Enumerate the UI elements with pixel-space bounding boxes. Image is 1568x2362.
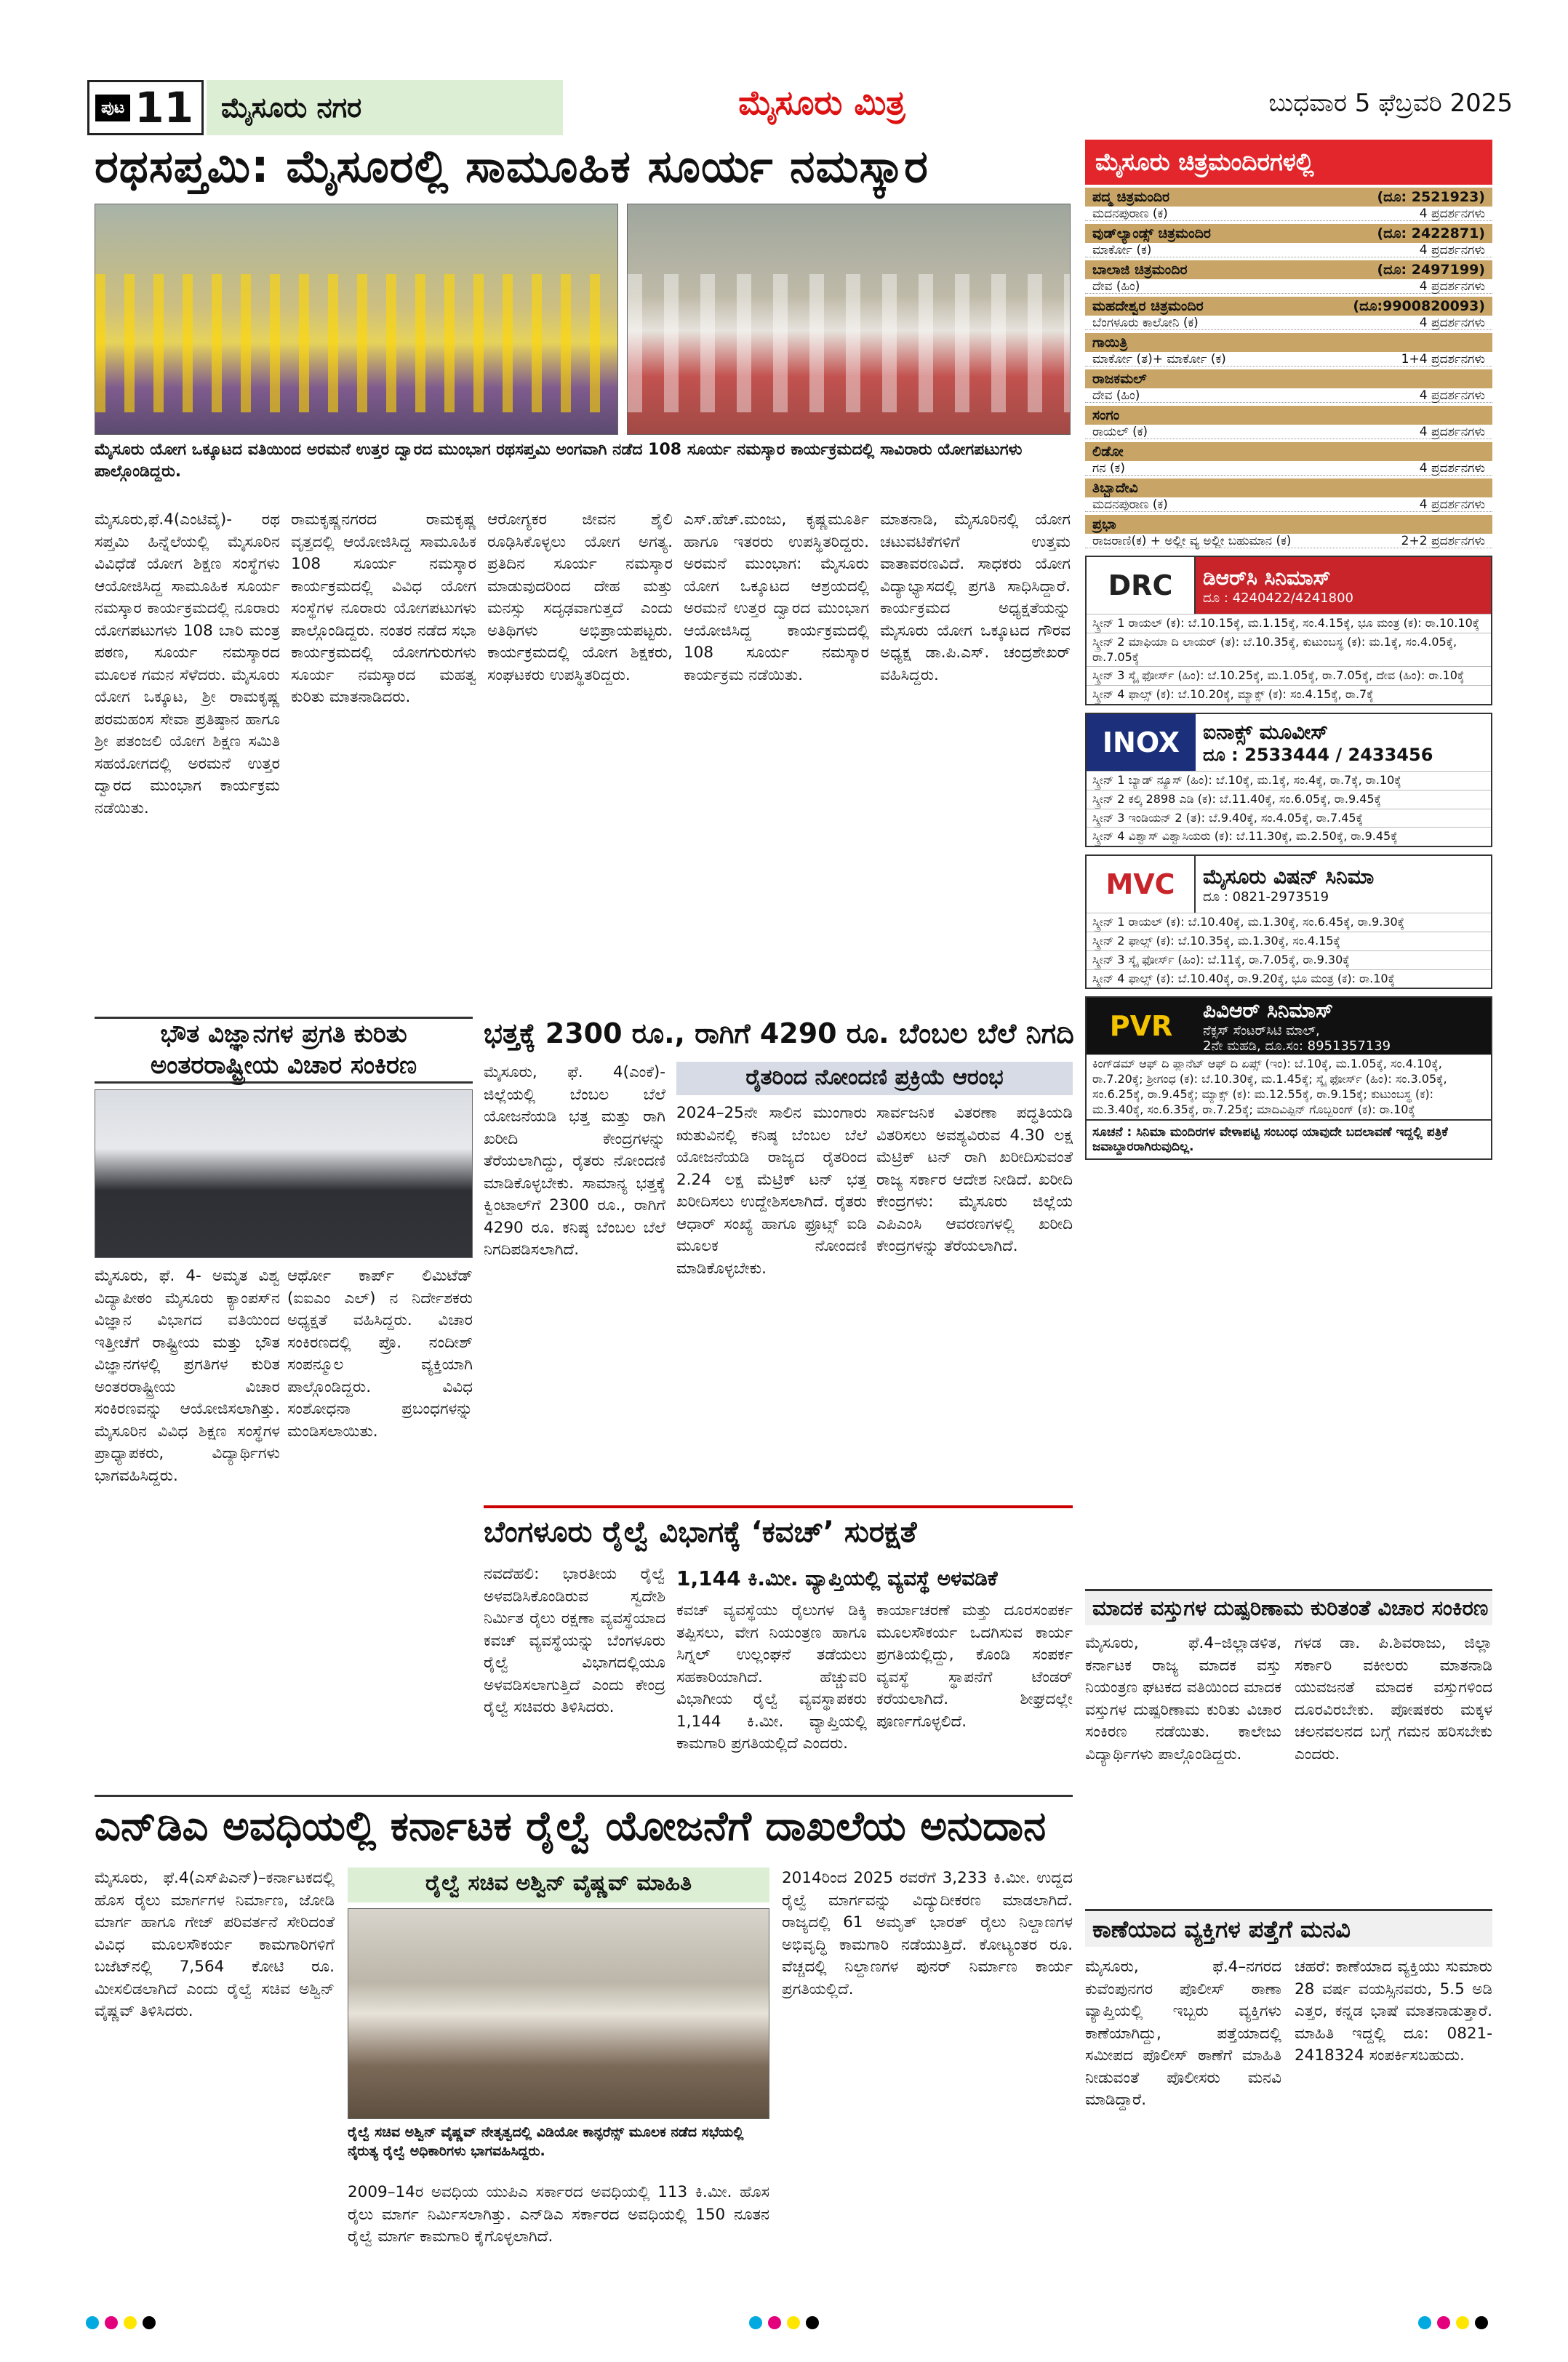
- theatre-name-row: [1085, 188, 1492, 207]
- paddy-subhead-banner: ರೈತರಿಂದ ನೋಂದಣಿ ಪ್ರಕ್ರಿಯೆ ಆರಂಭ: [676, 1062, 1073, 1095]
- mvc-logo: MVC: [1087, 856, 1196, 913]
- drugs-body-col-2: ಗಳಡ ಡಾ. ಪಿ.ಶಿವರಾಜು, ಜಿಲ್ಲಾ ಸರ್ಕಾರಿ ವಕೀಲರು ಮಾತನಾಡಿ ಯುವಜನತೆ ಮಾದಕ ವಸ್ತುಗಳಿಂದ ದೂರವಿರಬೇಕು. ಪೋಷಕರು ಮಕ್ಕಳ ಚಲನವಲನದ ಬಗ್ಗೆ ಗಮನ ಹರಿಸಬೇಕು ಎಂದರು.: [1295, 1634, 1492, 1764]
- theatre-name: ಸಂಗಂ: [1092, 407, 1120, 423]
- paddy-body-col-3: ಸಾರ್ವಜನಿಕ ವಿತರಣಾ ಪದ್ಧತಿಯಡಿ ವಿತರಿಸಲು ಅವಶ್ಯವಿರುವ 4.30 ಲಕ್ಷ ಮೆಟ್ರಿಕ್ ಟನ್ ರಾಗಿ ಖರೀದಿಸುವಂತೆ ರಾಜ್ಯ ಸರ್ಕಾರ ಆದೇಶ ನೀಡಿದೆ. ಖರೀದಿ ಕೇಂದ್ರಗಳು: ಮೈಸೂರು ಜಿಲ್ಲೆಯ ಎಪಿಎಂಸಿ ಆವರಣಗಳಲ್ಲಿ ಖರೀದಿ ಕೇಂದ್ರಗಳನ್ನು ತೆರೆಯಲಾಗಿದೆ.: [876, 1104, 1073, 1256]
- page-number-badge: [87, 80, 204, 135]
- theatre-movie-row: [1085, 279, 1492, 294]
- physics-photo: [95, 1089, 473, 1258]
- mvc-phone: ದೂ : 0821-2973519: [1203, 889, 1329, 905]
- pvr-phone: 2ನೇ ಮಹಡಿ, ದೂ.ಸಂ: 8951357139: [1203, 1038, 1391, 1054]
- kavach-subhead: 1,144 ಕಿ.ಮೀ. ವ್ಯಾಪ್ತಿಯಲ್ಲಿ ವ್ಯವಸ್ಥೆ ಅಳವಡಿಕೆ: [676, 1564, 1073, 1594]
- theatre-movie-row: [1085, 534, 1492, 548]
- kavach-body-col-1: ನವದೆಹಲಿ: ಭಾರತೀಯ ರೈಲ್ವೆ ಅಳವಡಿಸಿಕೊಂಡಿರುವ ಸ್ವದೇಶಿ ನಿರ್ಮಿತ ರೈಲು ರಕ್ಷಣಾ ವ್ಯವಸ್ಥೆಯಾದ ಕವಚ್ ವ್ಯವಸ್ಥೆಯನ್ನು ಬೆಂಗಳೂರು ರೈಲ್ವೆ ವಿಭಾಗದಲ್ಲಿಯೂ ಅಳವಡಿಸಲಾಗುತ್ತಿದೆ ಎಂದು ಕೇಂದ್ರ ರೈಲ್ವೆ ಸಚಿವರು ತಿಳಿಸಿದರು.: [484, 1565, 665, 1717]
- theatre-name-row: [1085, 442, 1492, 461]
- show-count: 4 ಪ್ರದರ್ಶನಗಳು: [1419, 243, 1485, 257]
- movie-title: ದೇವ (ಹಿಂ): [1092, 388, 1140, 403]
- inox-box: [1085, 713, 1492, 847]
- physics-headline: ಭೌತ ವಿಜ್ಞಾನಗಳ ಪ್ರಗತಿ ಕುರಿತು ಅಂತರರಾಷ್ಟ್ರೀಯ ವಿಚಾರ ಸಂಕಿರಣ: [95, 1017, 473, 1084]
- drc-cinemas-box: [1085, 556, 1492, 705]
- movie-title: ಬೆಂಗಳೂರು ಕಾಲೋನಿ (ಕ): [1092, 316, 1199, 330]
- screen-showtimes: ಸ್ಕ್ರೀನ್ 4 ಫಾಲ್ಸ್ (ಕ): ಬೆ.10.20ಕ್ಕೆ, ಮ್ಯಾಕ್ಸ್ (ಕ): ಸಂ.4.15ಕ್ಕೆ, ರಾ.7ಕ್ಕೆ: [1087, 685, 1491, 704]
- masthead: [87, 80, 1513, 135]
- lead-body-col-3: ಆರೋಗ್ಯಕರ ಜೀವನ ಶೈಲಿ ರೂಢಿಸಿಕೊಳ್ಳಲು ಯೋಗ ಅಗತ್ಯ. ಪ್ರತಿದಿನ ಸೂರ್ಯ ನಮಸ್ಕಾರ ಮಾಡುವುದರಿಂದ ದೇಹ ಮತ್ತು ಮನಸ್ಸು ಸದೃಢವಾಗುತ್ತದೆ ಎಂದು ಅತಿಥಿಗಳು ಅಭಿಪ್ರಾಯಪಟ್ಟರು. ಕಾರ್ಯಕ್ರಮದಲ್ಲಿ ಯೋಗ ಶಿಕ್ಷಕರು, ಸಂಘಟಕರು ಉಪಸ್ಥಿತರಿದ್ದರು.: [487, 511, 673, 684]
- drc-logo: DRC: [1087, 557, 1196, 614]
- drc-phone: ದೂ : 4240422/4241800: [1203, 590, 1354, 606]
- lead-headline: ರಥಸಪ್ತಮಿ: ಮೈಸೂರಲ್ಲಿ ಸಾಮೂಹಿಕ ಸೂರ್ಯ ನಮಸ್ಕಾರ: [95, 140, 929, 193]
- page-word: ಪುಟ: [95, 95, 130, 121]
- theatre-phone: (ದೂ: 2497199): [1377, 262, 1485, 278]
- screen-showtimes: ಸ್ಕ್ರೀನ್ 3 ಇಂಡಿಯನ್ 2 (ತ): ಬೆ.9.40ಕ್ಕೆ, ಸಂ.4.05ಕ್ಕೆ, ರಾ.7.45ಕ್ಕೆ: [1087, 809, 1491, 828]
- movie-title: ಮದನಪುರಾಣ (ಕ): [1092, 497, 1168, 512]
- movie-title: ಮಾರ್ಕೋ (ತ)+ ಮಾರ್ಕೋ (ಕ): [1092, 352, 1226, 367]
- lead-body-col-1: ಮೈಸೂರು,ಫೆ.4(ಎಂ‌ಟಿವೈ)- ರಥ ಸಪ್ತಮಿ ಹಿನ್ನೆಲೆಯಲ್ಲಿ ಮೈಸೂರಿನ ವಿವಿಧೆಡೆ ಯೋಗ ಶಿಕ್ಷಣ ಸಂಸ್ಥೆಗಳು ಆಯೋಜಿಸಿದ್ದ ಸಾಮೂಹಿಕ ಸೂರ್ಯ ನಮಸ್ಕಾರ ಕಾರ್ಯಕ್ರಮದಲ್ಲಿ ನೂರಾರು ಯೋಗಪಟುಗಳು 108 ಬಾರಿ ಮಂತ್ರ ಪಠಣ, ಸೂರ್ಯ ನಮಸ್ಕಾರದ ಮೂಲಕ ಗಮನ ಸೆಳೆದರು. ಮೈಸೂರು ಯೋಗ ಒಕ್ಕೂಟ, ಶ್ರೀ ರಾಮಕೃಷ್ಣ ಪರಮಹಂಸ ಸೇವಾ ಪ್ರತಿಷ್ಠಾನ ಹಾಗೂ ಶ್ರೀ ಪತಂಜಲಿ ಯೋಗ ಶಿಕ್ಷಣ ಸಮಿತಿ ಸಹಯೋಗದಲ್ಲಿ ಅರಮನೆ ಉತ್ತರ ದ್ವಾರದ ಮುಂಭಾಗ ಕಾರ್ಯಕ್ರಮ ನಡೆಯಿತು.: [95, 511, 280, 817]
- theatre-movie-row: [1085, 388, 1492, 403]
- newspaper-logo: ಮೈಸೂರು ಮಿತ್ರ: [738, 83, 905, 122]
- show-count: 2+2 ಪ್ರದರ್ಶನಗಳು: [1401, 534, 1485, 548]
- theatre-name: ಬಾಲಾಜಿ ಚಿತ್ರಮಂದಿರ: [1092, 262, 1188, 278]
- pvr-title: ಪಿವಿಆರ್ ಸಿನಿಮಾಸ್: [1203, 998, 1334, 1023]
- lead-body-col-5: ಮಾತನಾಡಿ, ಮೈಸೂರಿನಲ್ಲಿ ಯೋಗ ಚಟುವಟಿಕೆಗಳಿಗೆ ಉತ್ತಮ ವಾತಾವರಣವಿದೆ. ಸಾಧಕರು ಯೋಗ ವಿದ್ಯಾಭ್ಯಾಸದಲ್ಲಿ ಪ್ರಗತಿ ಸಾಧಿಸಿದ್ದಾರೆ. ಕಾರ್ಯಕ್ರಮದ ಅಧ್ಯಕ್ಷತೆಯನ್ನು ಮೈಸೂರು ಯೋಗ ಒಕ್ಕೂಟದ ಗೌರವ ಅಧ್ಯಕ್ಷ ಡಾ.ಪಿ.ಎಸ್. ಚಂದ್ರಶೇಖರ್ ವಹಿಸಿದ್ದರು.: [880, 511, 1071, 684]
- screen-showtimes: ಸ್ಕ್ರೀನ್ 3 ಸ್ಕೈ ಫೋರ್ಸ್ (ಹಿಂ): ಬೆ.10.25ಕ್ಕೆ, ಮ.1.05ಕ್ಕೆ, ರಾ.7.05ಕ್ಕೆ, ದೇವ (ಹಿಂ): ರಾ.10ಕ್ಕೆ: [1087, 666, 1491, 685]
- screen-showtimes: ಸ್ಕ್ರೀನ್ 1 ರಾಯಲ್ (ಕ): ಬೆ.10.15ಕ್ಕೆ, ಮ.1.15ಕ್ಕೆ, ಸಂ.4.15ಕ್ಕೆ, ಭೂ ಮಂತ್ರ (ಕ): ರಾ.10.10ಕ್ಕೆ: [1087, 614, 1491, 633]
- theatre-name: ಗಾಯಿತ್ರಿ: [1092, 335, 1128, 351]
- pvr-logo: PVR: [1087, 998, 1196, 1054]
- rail-budget-body-col-2: 2009–14ರ ಅವಧಿಯ ಯುಪಿಎ ಸರ್ಕಾರದ ಅವಧಿಯಲ್ಲಿ 113 ಕಿ.ಮೀ. ಹೊಸ ರೈಲು ಮಾರ್ಗ ನಿರ್ಮಿಸಲಾಗಿತ್ತು. ಎನ್‌ಡಿಎ ಸರ್ಕಾರದ ಅವಧಿಯಲ್ಲಿ 150 ನೂತನ ರೈಲ್ವೆ ಮಾರ್ಗ ಕಾಮಗಾರಿ ಕೈಗೊಳ್ಳಲಾಗಿದೆ.: [348, 2183, 769, 2246]
- theatre-movie-row: [1085, 243, 1492, 257]
- theatre-name: ಲಿಡೋ: [1092, 444, 1124, 460]
- screen-showtimes: ಸ್ಕ್ರೀನ್ 4 ವಿಶ್ವಾಸ್ ವಿಶ್ವಾಸಿಯರು (ಕ): ಬೆ.11.30ಕ್ಕೆ, ಮ.2.50ಕ್ಕೆ, ರಾ.9.45ಕ್ಕೆ: [1087, 827, 1491, 846]
- movie-title: ರಾಜರಾಣಿ(ಕ) + ಅಲ್ಲೀ ವ್ಯ ಅಲ್ಲೀ ಬಹುಮಾನ (ಕ): [1092, 534, 1292, 548]
- theatre-phone: (ದೂ: 2422871): [1377, 225, 1485, 241]
- paddy-body-col-1: ಮೈಸೂರು, ಫೆ. 4(ಎಂಕೆ)- ಜಿಲ್ಲೆಯಲ್ಲಿ ಬೆಂಬಲ ಬೆಲೆ ಯೋಜನೆಯಡಿ ಭತ್ತ ಮತ್ತು ರಾಗಿ ಖರೀದಿ ಕೇಂದ್ರಗಳನ್ನು ತೆರೆಯಲಾಗಿದ್ದು, ರೈತರು ನೋಂದಣಿ ಮಾಡಿಕೊಳ್ಳಬೇಕು. ಸಾಮಾನ್ಯ ಭತ್ತಕ್ಕೆ ಕ್ವಿಂಟಾಲ್‌ಗೆ 2300 ರೂ., ರಾಗಿಗೆ 4290 ರೂ. ಕನಿಷ್ಠ ಬೆಂಬಲ ಬೆಲೆ ನಿಗದಿಪಡಿಸಲಾಗಿದೆ.: [484, 1063, 665, 1260]
- drc-title: ಡಿಆರ್‌ಸಿ ಸಿನಿಮಾಸ್: [1203, 565, 1331, 590]
- show-count: 4 ಪ್ರದರ್ಶನಗಳು: [1419, 425, 1485, 439]
- page-number: 11: [135, 83, 193, 132]
- missing-headline: ಕಾಣೆಯಾದ ವ್ಯಕ್ತಿಗಳ ಪತ್ತೆಗೆ ಮನವಿ: [1085, 1909, 1492, 1947]
- screen-showtimes: ಸ್ಕ್ರೀನ್ 1 ಬ್ಯಾಡ್ ನ್ಯೂಸ್ (ಹಿಂ): ಬೆ.10ಕ್ಕೆ, ಮ.1ಕ್ಕೆ, ಸಂ.4ಕ್ಕೆ, ರಾ.7ಕ್ಕೆ, ರಾ.10ಕ್ಕೆ: [1087, 771, 1491, 790]
- theatre-name-row: [1085, 333, 1492, 352]
- cinema-sidebar-title: ಮೈಸೂರು ಚಿತ್ರಮಂದಿರಗಳಲ್ಲಿ: [1085, 140, 1492, 185]
- theatre-movie-row: [1085, 425, 1492, 439]
- movie-title: ಗನ (ಕ): [1092, 461, 1125, 476]
- missing-body-col-1: ಮೈಸೂರು, ಫೆ.4–ನಗರದ ಕುವೆಂಪುನಗರ ಪೊಲೀಸ್ ಠಾಣಾ ವ್ಯಾಪ್ತಿಯಲ್ಲಿ ಇಬ್ಬರು ವ್ಯಕ್ತಿಗಳು ಕಾಣೆಯಾಗಿದ್ದು, ಪತ್ತೆಯಾದಲ್ಲಿ ಸಮೀಪದ ಪೊಲೀಸ್ ಠಾಣೆಗೆ ಮಾಹಿತಿ ನೀಡುವಂತೆ ಪೊಲೀಸರು ಮನವಿ ಮಾಡಿದ್ದಾರೆ.: [1085, 1958, 1281, 2110]
- drugs-body-col-1: ಮೈಸೂರು, ಫೆ.4–ಜಿಲ್ಲಾಡಳಿತ, ಕರ್ನಾಟಕ ರಾಜ್ಯ ಮಾದಕ ವಸ್ತು ನಿಯಂತ್ರಣ ಘಟಕದ ವತಿಯಿಂದ ಮಾದಕ ವಸ್ತುಗಳ ದುಷ್ಪರಿಣಾಮ ಕುರಿತು ವಿಚಾರ ಸಂಕಿರಣ ನಡೆಯಿತು. ಕಾಲೇಜು ವಿದ್ಯಾರ್ಥಿಗಳು ಪಾಲ್ಗೊಂಡಿದ್ದರು.: [1085, 1634, 1281, 1764]
- physics-body-col-1: ಮೈಸೂರು, ಫೆ. 4- ಅಮೃತ ವಿಶ್ವ ವಿದ್ಯಾಪೀಠಂ ಮೈಸೂರು ಕ್ಯಾಂಪಸ್‌ನ ವಿಜ್ಞಾನ ವಿಭಾಗದ ವತಿಯಿಂದ ಇತ್ತೀಚೆಗೆ ರಾಷ್ಟ್ರೀಯ ಮತ್ತು ಭೌತ ವಿಜ್ಞಾನಗಳಲ್ಲಿ ಪ್ರಗತಿಗಳ ಕುರಿತ ಅಂತರರಾಷ್ಟ್ರೀಯ ವಿಚಾರ ಸಂಕಿರಣವನ್ನು ಆಯೋಜಿಸಲಾಗಿತ್ತು. ಮೈಸೂರಿನ ವಿವಿಧ ಶಿಕ್ಷಣ ಸಂಸ್ಥೆಗಳ ಪ್ರಾಧ್ಯಾಪಕರು, ವಿದ್ಯಾರ್ಥಿಗಳು ಭಾಗವಹಿಸಿದ್ದರು.: [95, 1267, 280, 1485]
- lead-body-col-4: ಎಸ್.ಹೆಚ್.ಮಂಜು, ಕೃಷ್ಣಮೂರ್ತಿ ಹಾಗೂ ಇತರರು ಉಪಸ್ಥಿತರಿದ್ದರು. ಅರಮನೆ ಮುಂಭಾಗ: ಮೈಸೂರು ಯೋಗ ಒಕ್ಕೂಟದ ಆಶ್ರಯದಲ್ಲಿ ಅರಮನೆ ಉತ್ತರ ದ್ವಾರದ ಮುಂಭಾಗ ಆಯೋಜಿಸಿದ್ದ ಕಾರ್ಯಕ್ರಮದಲ್ಲಿ 108 ಸೂರ್ಯ ನಮಸ್ಕಾರ ಕಾರ್ಯಕ್ರಮ ನಡೆಯಿತು.: [684, 511, 869, 684]
- kavach-body-col-2: ಕವಚ್ ವ್ಯವಸ್ಥೆಯು ರೈಲುಗಳ ಡಿಕ್ಕಿ ತಪ್ಪಿಸಲು, ವೇಗ ನಿಯಂತ್ರಣ ಹಾಗೂ ಸಿಗ್ನಲ್ ಉಲ್ಲಂಘನೆ ತಡೆಯಲು ಸಹಕಾರಿಯಾಗಿದೆ. ಹೆಚ್ಚುವರಿ ವಿಭಾಗೀಯ ರೈಲ್ವೆ ವ್ಯವಸ್ಥಾಪಕರು 1,144 ಕಿ.ಮೀ. ವ್ಯಾಪ್ತಿಯಲ್ಲಿ ಕಾಮಗಾರಿ ಪ್ರಗತಿಯಲ್ಲಿದೆ ಎಂದರು.: [676, 1601, 867, 1753]
- pvr-showtimes: ಕಿಂಗ್‌ಡಮ್ ಆಫ್ ದಿ ಪ್ಲಾನೆಟ್ ಆಫ್ ದಿ ಏಪ್ಸ್ (ಇಂ): ಬೆ.10ಕ್ಕೆ, ಮ.1.05ಕ್ಕೆ, ಸಂ.4.10ಕ್ಕೆ, ರಾ.7.20ಕ್ಕೆ; ಶ್ರೀಗಂಧ (ಕ): ಬೆ.10.30ಕ್ಕೆ, ಮ.1.45ಕ್ಕೆ; ಸ್ಕೈ ಫೋರ್ಸ್ (ಹಿಂ): ಸಂ.3.05ಕ್ಕೆ, ಸಂ.6.25ಕ್ಕೆ, ರಾ.9.45ಕ್ಕೆ; ಮ್ಯಾಕ್ಸ್ (ಕ): ಮ.12.55ಕ್ಕೆ, ರಾ.9.15ಕ್ಕೆ; ಕುಟುಂಬಸ್ಥ (ಕ): ಮ.3.40ಕ್ಕೆ, ಸಂ.6.35ಕ್ಕೆ, ರಾ.7.25ಕ್ಕೆ; ಮಾದಿವಿಪ್ಪಿನ್ ಗೊಬ್ಬರಿಂಗ್ (ಕ): ರಾ.10ಕ್ಕೆ: [1087, 1054, 1491, 1118]
- pvr-subtitle: ನೆಕ್ಸಸ್ ಸೆಂಟರ್‌ಸಿಟಿ ಮಾಲ್,: [1203, 1023, 1320, 1039]
- screen-showtimes: ಸ್ಕ್ರೀನ್ 3 ಸ್ಕೈ ಫೋರ್ಸ್ (ಹಿಂ): ಬೆ.11ಕ್ಕೆ, ರಾ.7.05ಕ್ಕೆ, ರಾ.9.30ಕ್ಕೆ: [1087, 950, 1491, 969]
- show-count: 4 ಪ್ರದರ್ಶನಗಳು: [1419, 316, 1485, 330]
- show-count: 4 ಪ್ರದರ್ಶನಗಳು: [1419, 461, 1485, 476]
- theatre-name-row: [1085, 479, 1492, 497]
- show-count: 4 ಪ್ರದರ್ಶನಗಳು: [1419, 497, 1485, 512]
- rail-budget-headline: ಎನ್‌ಡಿಎ ಅವಧಿಯಲ್ಲಿ ಕರ್ನಾಟಕ ರೈಲ್ವೆ ಯೋಜನೆಗೆ ದಾಖಲೆಯ ಅನುದಾನ: [95, 1795, 1073, 1859]
- theatre-name: ಪದ್ಮ ಚಿತ್ರಮಂದಿರ: [1092, 189, 1170, 205]
- missing-body-col-2: ಚಹರೆ: ಕಾಣೆಯಾದ ವ್ಯಕ್ತಿಯು ಸುಮಾರು 28 ವರ್ಷ ವಯಸ್ಸಿನವರು, 5.5 ಅಡಿ ಎತ್ತರ, ಕನ್ನಡ ಭಾಷೆ ಮಾತನಾಡುತ್ತಾರೆ. ಮಾಹಿತಿ ಇದ್ದಲ್ಲಿ ದೂ: 0821-2418324 ಸಂಪರ್ಕಿಸಬಹುದು.: [1295, 1958, 1492, 2065]
- mvc-screens: [1087, 913, 1491, 988]
- rail-budget-photo-caption: ರೈಲ್ವೆ ಸಚಿವ ಅಶ್ವಿನ್ ವೈಷ್ಣವ್ ನೇತೃತ್ವದಲ್ಲಿ ವಿಡಿಯೋ ಕಾನ್ಫರೆನ್ಸ್ ಮೂಲಕ ನಡೆದ ಸಭೆಯಲ್ಲಿ ನೈರುತ್ಯ ರೈಲ್ವೆ ಅಧಿಕಾರಿಗಳು ಭಾಗವಹಿಸಿದ್ದರು.: [348, 2124, 744, 2159]
- theatre-movie-row: [1085, 352, 1492, 367]
- kavach-headline: ಬೆಂಗಳೂರು ರೈಲ್ವೆ ವಿಭಾಗಕ್ಕೆ ‘ಕವಚ್’ ಸುರಕ್ಷತೆ: [484, 1505, 1073, 1556]
- paddy-body-col-2: 2024–25ನೇ ಸಾಲಿನ ಮುಂಗಾರು ಋತುವಿನಲ್ಲಿ ಕನಿಷ್ಠ ಬೆಂಬಲ ಬೆಲೆ ಯೋಜನೆಯಡಿ ರಾಜ್ಯದ ರೈತರಿಂದ 2.24 ಲಕ್ಷ ಮೆಟ್ರಿಕ್ ಟನ್ ಭತ್ತ ಖರೀದಿಸಲು ಉದ್ದೇಶಿಸಲಾಗಿದೆ. ರೈತರು ಆಧಾರ್ ಸಂಖ್ಯೆ ಹಾಗೂ ಫ್ರೂಟ್ಸ್ ಐಡಿ ಮೂಲಕ ನೋಂದಣಿ ಮಾಡಿಕೊಳ್ಳಬೇಕು.: [676, 1104, 867, 1278]
- theatre-movie-row: [1085, 316, 1492, 330]
- color-registration-marks-left: [86, 2316, 159, 2332]
- theatre-phone: (ದೂ:9900820093): [1353, 298, 1485, 314]
- lead-photo-left: [95, 204, 618, 435]
- theatre-movie-row: [1085, 207, 1492, 221]
- show-count: 4 ಪ್ರದರ್ಶನಗಳು: [1419, 207, 1485, 221]
- theatre-name: ರಾಜಕಮಲ್: [1092, 371, 1147, 387]
- show-count: 4 ಪ್ರದರ್ಶನಗಳು: [1419, 388, 1485, 403]
- pvr-box: [1085, 996, 1492, 1120]
- theatre-movie-row: [1085, 461, 1492, 476]
- screen-showtimes: ಸ್ಕ್ರೀನ್ 4 ಫಾಲ್ಸ್ (ಕ): ಬೆ.10.40ಕ್ಕೆ, ರಾ.9.20ಕ್ಕೆ, ಭೂ ಮಂತ್ರ (ಕ): ರಾ.10ಕ್ಕೆ: [1087, 969, 1491, 988]
- screen-showtimes: ಸ್ಕ್ರೀನ್ 2 ಕಲ್ಕಿ 2898 ಎಡಿ (ಕ): ಬೆ.11.40ಕ್ಕೆ, ಸಂ.6.05ಕ್ಕೆ, ರಾ.9.45ಕ್ಕೆ: [1087, 790, 1491, 809]
- movie-title: ಮಾರ್ಕೋ (ಕ): [1092, 243, 1152, 257]
- movie-title: ದೇವ (ಹಿಂ): [1092, 279, 1140, 294]
- movie-title: ಮದನಪುರಾಣ (ಕ): [1092, 207, 1168, 221]
- color-registration-marks-center: [749, 2316, 822, 2332]
- theatre-name-row: [1085, 224, 1492, 243]
- mvc-box: [1085, 854, 1492, 989]
- lead-body-col-2: ರಾಮಕೃಷ್ಣನಗರದ ರಾಮಕೃಷ್ಣ ವೃತ್ತದಲ್ಲಿ ಆಯೋಜಿಸಿದ್ದ ಸಾಮೂಹಿಕ 108 ಸೂರ್ಯ ನಮಸ್ಕಾರ ಕಾರ್ಯಕ್ರಮದಲ್ಲಿ ವಿವಿಧ ಯೋಗ ಸಂಸ್ಥೆಗಳ ನೂರಾರು ಯೋಗಪಟುಗಳು ಪಾಲ್ಗೊಂಡಿದ್ದರು. ನಂತರ ನಡೆದ ಸಭಾ ಕಾರ್ಯಕ್ರಮದಲ್ಲಿ ಯೋಗಗುರುಗಳು ಸೂರ್ಯ ನಮಸ್ಕಾರದ ಮಹತ್ವ ಕುರಿತು ಮಾತನಾಡಿದರು.: [291, 511, 476, 707]
- inox-title: ಐನಾಕ್ಸ್ ಮೂವೀಸ್: [1203, 719, 1329, 744]
- screen-showtimes: ಸ್ಕ್ರೀನ್ 2 ಫಾಲ್ಸ್ (ಕ): ಬೆ.10.35ಕ್ಕೆ, ಮ.1.30ಕ್ಕೆ, ಸಂ.4.15ಕ್ಕೆ: [1087, 932, 1491, 950]
- rail-budget-body-col-1: ಮೈಸೂರು, ಫೆ.4(ಎಸ್‌ಪಿಎನ್)–ಕರ್ನಾಟಕದಲ್ಲಿ ಹೊಸ ರೈಲು ಮಾರ್ಗಗಳ ನಿರ್ಮಾಣ, ಜೋಡಿ ಮಾರ್ಗ ಹಾಗೂ ಗೇಜ್ ಪರಿವರ್ತನೆ ಸೇರಿದಂತೆ ವಿವಿಧ ಮೂಲಸೌಕರ್ಯ ಕಾಮಗಾರಿಗಳಿಗೆ ಬಜೆಟ್‌ನಲ್ಲಿ 7,564 ಕೋಟಿ ರೂ. ಮೀಸಲಿಡಲಾಗಿದೆ ಎಂದು ರೈಲ್ವೆ ಸಚಿವ ಅಶ್ವಿನ್ ವೈಷ್ಣವ್ ತಿಳಿಸಿದರು.: [95, 1869, 335, 2021]
- theatre-name: ಪ್ರಭಾ: [1092, 516, 1116, 532]
- kavach-body-col-3: ಕಾರ್ಯಾಚರಣೆ ಮತ್ತು ದೂರಸಂಪರ್ಕ ಮೂಲಸೌಕರ್ಯ ಒದಗಿಸುವ ಕಾರ್ಯ ಪ್ರಗತಿಯಲ್ಲಿದ್ದು, ಕೊಂಡಿ ಸಂಪರ್ಕ ವ್ಯವಸ್ಥೆ ಸ್ಥಾಪನೆಗೆ ಟೆಂಡರ್ ಕರೆಯಲಾಗಿದೆ. ಶೀಘ್ರದಲ್ಲೇ ಪೂರ್ಣಗೊಳ್ಳಲಿದೆ.: [876, 1601, 1073, 1731]
- lead-photo-right: [627, 204, 1071, 435]
- rail-budget-banner: ರೈಲ್ವೆ ಸಚಿವ ಅಶ್ವಿನ್ ವೈಷ್ಣವ್ ಮಾಹಿತಿ: [348, 1867, 769, 1902]
- theatre-name-row: [1085, 515, 1492, 534]
- theatre-name-row: [1085, 406, 1492, 425]
- theatre-name-row: [1085, 260, 1492, 279]
- drugs-headline: ಮಾದಕ ವಸ್ತುಗಳ ದುಷ್ಪರಿಣಾಮ ಕುರಿತಂತೆ ವಿಚಾರ ಸಂಕಿರಣ: [1085, 1589, 1492, 1625]
- show-count: 4 ಪ್ರದರ್ಶನಗಳು: [1419, 279, 1485, 294]
- inox-logo: INOX: [1087, 714, 1196, 771]
- theatre-phone: (ದೂ: 2521923): [1377, 189, 1485, 205]
- rail-budget-body-col-3: 2014ರಿಂದ 2025 ರವರೆಗೆ 3,233 ಕಿ.ಮೀ. ಉದ್ದದ ರೈಲ್ವೆ ಮಾರ್ಗವನ್ನು ವಿದ್ಯುದೀಕರಣ ಮಾಡಲಾಗಿದೆ. ರಾಜ್ಯದಲ್ಲಿ 61 ಅಮೃತ್ ಭಾರತ್ ರೈಲು ನಿಲ್ದಾಣಗಳ ಅಭಿವೃದ್ಧಿ ಕಾಮಗಾರಿ ನಡೆಯುತ್ತಿದೆ. ಕೋಟ್ಯಂತರ ರೂ. ವೆಚ್ಚದಲ್ಲಿ ನಿಲ್ದಾಣಗಳ ಪುನರ್ ನಿರ್ಮಾಣ ಕಾರ್ಯ ಪ್ರಗತಿಯಲ್ಲಿದೆ.: [782, 1869, 1073, 1998]
- movie-title: ರಾಯಲ್ (ಕ): [1092, 425, 1148, 439]
- section-name: ಮೈಸೂರು ನಗರ: [207, 80, 563, 135]
- theatre-name: ವುಡ್‌ಲ್ಯಾಂಡ್ಸ್ ಚಿತ್ರಮಂದಿರ: [1092, 225, 1211, 241]
- physics-body-col-2: ಆರ್ಥೋ ಕಾರ್ಪ್ ಲಿಮಿಟೆಡ್ (ಐಐಎಂ ಎಲ್) ನ ನಿರ್ದೇಶಕರು ಅಧ್ಯಕ್ಷತೆ ವಹಿಸಿದ್ದರು. ವಿಚಾರ ಸಂಕಿರಣದಲ್ಲಿ ಪ್ರೊ. ನಂದೀಶ್ ಸಂಪನ್ಮೂಲ ವ್ಯಕ್ತಿಯಾಗಿ ಪಾಲ್ಗೊಂಡಿದ್ದರು. ವಿವಿಧ ಸಂಶೋಧನಾ ಪ್ರಬಂಧಗಳನ್ನು ಮಂಡಿಸಲಾಯಿತು.: [287, 1267, 473, 1441]
- theatre-list: [1085, 188, 1492, 548]
- cinema-notice: ಸೂಚನೆ : ಸಿನಿಮಾ ಮಂದಿರಗಳ ವೇಳಾಪಟ್ಟಿ ಸಂಬಂಧ ಯಾವುದೇ ಬದಲಾವಣೆ ಇದ್ದಲ್ಲಿ ಪತ್ರಿಕೆ ಜವಾಬ್ದಾರರಾಗಿರುವುದಿಲ್ಲ.: [1085, 1121, 1492, 1160]
- screen-showtimes: ಸ್ಕ್ರೀನ್ 2 ಮಾಫಿಯಾ ದಿ ಲಾಯರ್ (ತ): ಬೆ.10.35ಕ್ಕೆ, ಕುಟುಂಬಸ್ಥ (ಕ): ಮ.1ಕ್ಕೆ, ಸಂ.4.05ಕ್ಕೆ, ರಾ.7.05ಕ್ಕೆ: [1087, 633, 1491, 667]
- show-count: 1+4 ಪ್ರದರ್ಶನಗಳು: [1401, 352, 1485, 367]
- mvc-title: ಮೈಸೂರು ವಿಷನ್ ಸಿನಿಮಾ: [1203, 864, 1375, 889]
- theatre-name-row: [1085, 297, 1492, 316]
- lead-photo-caption: ಮೈಸೂರು ಯೋಗ ಒಕ್ಕೂಟದ ವತಿಯಿಂದ ಅರಮನೆ ಉತ್ತರ ದ್ವಾರದ ಮುಂಭಾಗ ರಥಸಪ್ತಮಿ ಅಂಗವಾಗಿ ನಡೆದ 108 ಸೂರ್ಯ ನಮಸ್ಕಾರ ಕಾರ್ಯಕ್ರಮದಲ್ಲಿ ಸಾವಿರಾರು ಯೋಗಪಟುಗಳು ಪಾಲ್ಗೊಂಡಿದ್ದರು.: [95, 441, 1023, 481]
- rail-budget-photo: [348, 1908, 769, 2119]
- cinema-listings-sidebar: [1085, 140, 1492, 1160]
- inox-screens: [1087, 771, 1491, 846]
- theatre-name: ತಿಬ್ಬಾದೇವಿ: [1092, 480, 1138, 496]
- publication-date: ಬುಧವಾರ 5 ಫೆಬ್ರವರಿ 2025: [1268, 89, 1513, 118]
- theatre-movie-row: [1085, 497, 1492, 512]
- color-registration-marks-right: [1418, 2316, 1491, 2332]
- theatre-name-row: [1085, 369, 1492, 388]
- inox-phone: ದೂ : 2533444 / 2433456: [1203, 744, 1433, 765]
- theatre-name: ಮಹದೇಶ್ವರ ಚಿತ್ರಮಂದಿರ: [1092, 298, 1204, 314]
- paddy-headline: ಭತ್ತಕ್ಕೆ 2300 ರೂ., ರಾಗಿಗೆ 4290 ರೂ. ಬೆಂಬಲ ಬೆಲೆ ನಿಗದಿ: [484, 1017, 1074, 1049]
- screen-showtimes: ಸ್ಕ್ರೀನ್ 1 ರಾಯಲ್ (ಕ): ಬೆ.10.40ಕ್ಕೆ, ಮ.1.30ಕ್ಕೆ, ಸಂ.6.45ಕ್ಕೆ, ರಾ.9.30ಕ್ಕೆ: [1087, 913, 1491, 932]
- drc-screens: [1087, 614, 1491, 704]
